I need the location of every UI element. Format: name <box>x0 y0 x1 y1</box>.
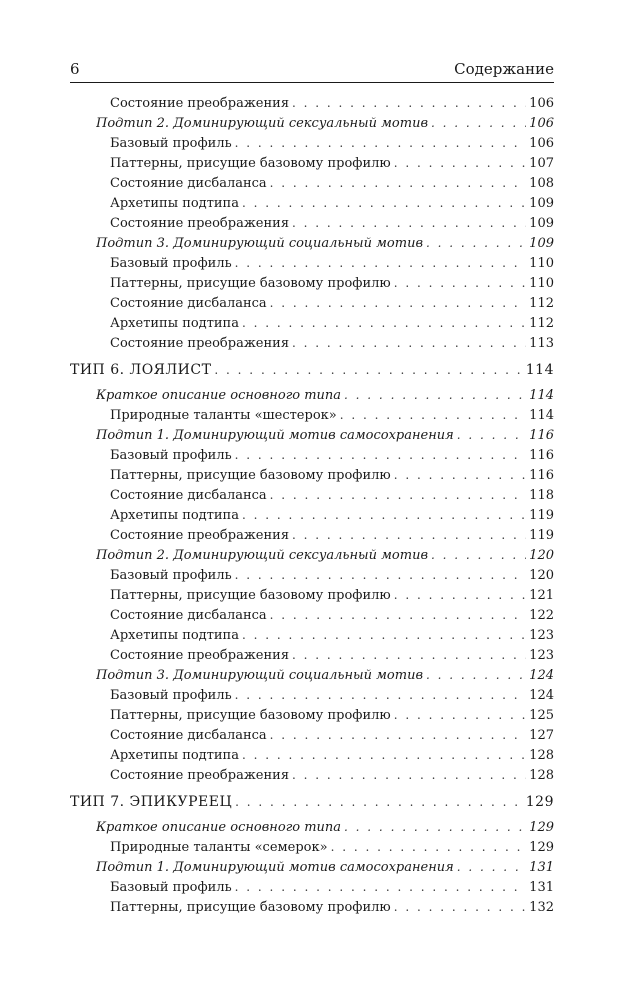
toc-entry-page: 120 <box>529 568 554 583</box>
toc-entry-page: 124 <box>529 668 554 683</box>
toc-entry-title: Паттерны, присущие базовому профилю <box>110 588 391 603</box>
toc-section <box>110 688 554 708</box>
page-number: 6 <box>70 60 80 78</box>
dot-leader <box>270 488 527 502</box>
toc-entry-page: 110 <box>529 256 554 271</box>
dot-leader <box>292 528 526 542</box>
dot-leader <box>431 548 526 562</box>
toc-section <box>110 840 554 860</box>
dot-leader <box>242 316 526 330</box>
toc-subtype <box>96 548 554 568</box>
toc-section <box>110 316 554 336</box>
toc-section <box>110 96 554 116</box>
toc-section <box>110 708 554 728</box>
toc-entry-title: Паттерны, присущие базовому профилю <box>110 708 391 723</box>
dot-leader <box>270 728 527 742</box>
toc-section <box>110 156 554 176</box>
toc-section <box>110 336 554 356</box>
toc-entry-page: 128 <box>529 768 554 783</box>
toc-subtype <box>96 860 554 880</box>
toc-entry-page: 108 <box>529 176 554 191</box>
toc-section <box>110 196 554 216</box>
toc-subtype <box>96 116 554 136</box>
toc-entry-page: 118 <box>529 488 554 503</box>
toc-entry-title: Архетипы подтипа <box>110 748 239 763</box>
dot-leader <box>457 860 526 874</box>
dot-leader <box>270 296 527 310</box>
dot-leader <box>426 236 526 250</box>
toc-entry-page: 112 <box>529 316 554 331</box>
toc-entry-title: Архетипы подтипа <box>110 316 239 331</box>
toc-entry-page: 123 <box>529 648 554 663</box>
toc-section <box>110 748 554 768</box>
toc-entry-page: 129 <box>525 794 554 810</box>
toc-entry-page: 106 <box>529 116 554 131</box>
toc-chapter <box>70 362 554 382</box>
toc-entry-title: Базовый профиль <box>110 568 232 583</box>
toc-entry-page: 132 <box>529 900 554 915</box>
toc-entry-title: Состояние преображения <box>110 216 290 231</box>
toc-entry-page: 129 <box>529 820 554 835</box>
toc-section <box>110 448 554 468</box>
toc-entry-title: Краткое описание основного типа <box>96 388 342 403</box>
toc-section <box>110 628 554 648</box>
toc-entry-page: 121 <box>529 588 554 603</box>
dot-leader <box>292 768 526 782</box>
toc-section <box>110 588 554 608</box>
toc-subtype <box>96 668 554 688</box>
toc-entry-title: Подтип 2. Доминирующий сексуальный мотив <box>96 116 429 131</box>
toc-entry-page: 110 <box>529 276 554 291</box>
toc-entry-title: Состояние преображения <box>110 768 290 783</box>
toc-entry-title: Паттерны, присущие базовому профилю <box>110 468 391 483</box>
toc-section <box>110 568 554 588</box>
toc-entry-title: Базовый профиль <box>110 880 232 895</box>
toc-entry-page: 125 <box>529 708 554 723</box>
toc-entry-title: Подтип 3. Доминирующий социальный мотив <box>96 236 424 251</box>
toc-entry-title: Природные таланты «семерок» <box>110 840 328 855</box>
toc-entry-page: 131 <box>529 860 554 875</box>
toc-entry-page: 116 <box>529 448 554 463</box>
toc-entry-page: 106 <box>529 96 554 111</box>
toc-entry-page: 109 <box>529 196 554 211</box>
dot-leader <box>340 408 526 422</box>
toc-entry-page: 123 <box>529 628 554 643</box>
dot-leader <box>235 688 527 702</box>
toc-entry-page: 119 <box>529 508 554 523</box>
toc-entry-title: Состояние дисбаланса <box>110 728 267 743</box>
dot-leader <box>235 448 527 462</box>
dot-leader <box>292 336 526 350</box>
dot-leader <box>235 880 527 894</box>
toc-entry-title: Подтип 2. Доминирующий сексуальный мотив <box>96 548 429 563</box>
toc-entry-page: 116 <box>529 468 554 483</box>
toc-section <box>110 528 554 548</box>
toc-section <box>110 768 554 788</box>
toc-entry-page: 106 <box>529 136 554 151</box>
toc-section <box>110 880 554 900</box>
toc-entry-page: 131 <box>529 880 554 895</box>
dot-leader <box>242 508 526 522</box>
toc-entry-title: ТИП 6. ЛОЯЛИСТ <box>70 362 212 378</box>
toc-subtype <box>96 428 554 448</box>
dot-leader <box>242 748 526 762</box>
dot-leader <box>235 256 527 270</box>
dot-leader <box>235 136 527 150</box>
toc-entry-page: 128 <box>529 748 554 763</box>
dot-leader <box>394 588 526 602</box>
dot-leader <box>394 708 526 722</box>
toc-entry-title: Подтип 3. Доминирующий социальный мотив <box>96 668 424 683</box>
toc-entry-page: 129 <box>529 840 554 855</box>
dot-leader <box>292 216 526 230</box>
toc-entry-title: Архетипы подтипа <box>110 196 239 211</box>
toc-entry-page: 120 <box>529 548 554 563</box>
toc-entry-title: Паттерны, присущие базовому профилю <box>110 900 391 915</box>
toc-entry-page: 116 <box>529 428 554 443</box>
toc-section <box>110 468 554 488</box>
dot-leader <box>394 900 526 914</box>
toc-entry-page: 107 <box>529 156 554 171</box>
dot-leader <box>394 156 526 170</box>
toc-entry-title: Базовый профиль <box>110 136 232 151</box>
dot-leader <box>344 820 526 834</box>
toc-section <box>110 408 554 428</box>
toc-entry-title: Базовый профиль <box>110 448 232 463</box>
dot-leader <box>394 468 526 482</box>
toc-entry-title: Состояние дисбаланса <box>110 176 267 191</box>
dot-leader <box>214 363 522 377</box>
dot-leader <box>331 840 527 854</box>
toc-entry-title: Природные таланты «шестерок» <box>110 408 337 423</box>
toc-entry-title: Подтип 1. Доминирующий мотив самосохранения <box>96 428 454 443</box>
toc-chapter <box>70 794 554 814</box>
toc-entry-title: Состояние преображения <box>110 528 290 543</box>
toc-entry-title: Состояние преображения <box>110 648 290 663</box>
toc-section <box>110 648 554 668</box>
toc-entry-title: Подтип 1. Доминирующий мотив самосохранения <box>96 860 454 875</box>
toc-entry-page: 122 <box>529 608 554 623</box>
toc-section <box>110 296 554 316</box>
dot-leader <box>426 668 526 682</box>
toc-section <box>110 256 554 276</box>
toc-section <box>110 488 554 508</box>
toc-entry-page: 113 <box>529 336 554 351</box>
running-title: Содержание <box>454 60 554 78</box>
toc-entry-page: 114 <box>525 362 554 378</box>
toc-entry-page: 127 <box>529 728 554 743</box>
toc-entry-title: Состояние преображения <box>110 96 290 111</box>
toc-entry-page: 114 <box>529 388 554 403</box>
toc-entry-title: Состояние дисбаланса <box>110 608 267 623</box>
dot-leader <box>394 276 526 290</box>
toc-entry-title: Архетипы подтипа <box>110 628 239 643</box>
toc-entry-page: 109 <box>529 236 554 251</box>
toc-subtype <box>96 236 554 256</box>
dot-leader <box>235 795 523 809</box>
toc-entry-page: 112 <box>529 296 554 311</box>
toc-section <box>110 608 554 628</box>
toc-entry-title: Состояние дисбаланса <box>110 296 267 311</box>
toc-section <box>110 176 554 196</box>
toc-section <box>110 508 554 528</box>
toc-entry-page: 124 <box>529 688 554 703</box>
toc-entry-title: ТИП 7. ЭПИКУРЕЕЦ <box>70 794 233 810</box>
toc-section <box>110 276 554 296</box>
dot-leader <box>457 428 526 442</box>
toc-entry-page: 109 <box>529 216 554 231</box>
toc-section <box>110 136 554 156</box>
toc-subtype <box>96 820 554 840</box>
toc-entry-title: Базовый профиль <box>110 256 232 271</box>
dot-leader <box>242 196 526 210</box>
dot-leader <box>292 648 526 662</box>
dot-leader <box>431 116 526 130</box>
dot-leader <box>270 608 527 622</box>
dot-leader <box>270 176 527 190</box>
toc-subtype <box>96 388 554 408</box>
toc-entry-title: Архетипы подтипа <box>110 508 239 523</box>
toc-section <box>110 216 554 236</box>
dot-leader <box>292 96 526 110</box>
toc-entry-title: Паттерны, присущие базовому профилю <box>110 156 391 171</box>
dot-leader <box>242 628 526 642</box>
toc-section <box>110 900 554 920</box>
toc-entry-page: 114 <box>529 408 554 423</box>
toc-entry-title: Паттерны, присущие базовому профилю <box>110 276 391 291</box>
toc-entry-title: Краткое описание основного типа <box>96 820 342 835</box>
toc-section <box>110 728 554 748</box>
dot-leader <box>344 388 526 402</box>
toc-entry-title: Состояние преображения <box>110 336 290 351</box>
toc-entry-title: Базовый профиль <box>110 688 232 703</box>
toc-entry-page: 119 <box>529 528 554 543</box>
dot-leader <box>235 568 527 582</box>
toc-entry-title: Состояние дисбаланса <box>110 488 267 503</box>
